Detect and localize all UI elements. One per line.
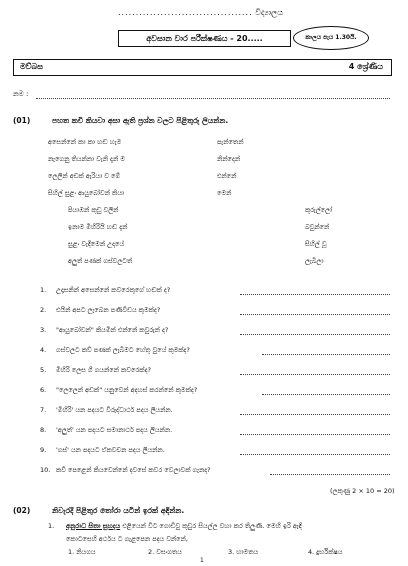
poem-line: අලුත් පණක් ගස්වලටත් bbox=[68, 257, 133, 265]
question-text: කවි පෙළෙන් කියවෙන්නේ දවසේ කවර වෙලාවක් ගැනද? bbox=[56, 466, 211, 474]
poem-line-end: එන්නේ bbox=[217, 172, 237, 180]
poem-line: සුළං වැදීමෙන් උදයේ bbox=[68, 240, 125, 248]
poem-line-end: නින්දෙන් bbox=[217, 155, 241, 163]
question-number: 10. bbox=[40, 466, 51, 474]
name-input-line[interactable] bbox=[36, 98, 390, 99]
answer-line[interactable] bbox=[240, 454, 390, 455]
poem-line: නැගෙනු තියන්නා වැනි දැන් ම bbox=[48, 155, 125, 163]
poem-line-end: බවුන්නේ bbox=[305, 223, 330, 231]
answer-line[interactable] bbox=[240, 334, 390, 335]
question-number: 2. bbox=[40, 306, 47, 314]
question-number: 3. bbox=[40, 326, 47, 334]
question-text: එයින් අපට ලැබෙන පණිවිඩය කුමක්ද? bbox=[56, 306, 161, 314]
question-text: "ආයුබෝවන්" කියමින් එන්නේ කවුරුන් ද? bbox=[56, 326, 169, 334]
question-text: 'ගස්' යන පදයට ඒකවචන පදය ලියන්න. bbox=[56, 446, 165, 454]
question-text: 'අලුත්' යන පදයට සමානාර්ථ පදය ලියන්න. bbox=[56, 426, 173, 434]
question-number: 6. bbox=[40, 386, 47, 394]
answer-line[interactable] bbox=[240, 414, 390, 415]
time-badge: කාලය පැය 1.30යි. bbox=[293, 26, 369, 50]
subject-bar bbox=[13, 59, 392, 76]
poem-line: පියාඹන් කුඩු වලින් bbox=[68, 206, 119, 214]
school-name-line bbox=[118, 8, 283, 18]
question-text: 'මිහිරි' යන පදයට විරුද්ධාර්ථ පදය ලියන්න. bbox=[56, 406, 173, 414]
section1-instruction: පහත කවි කියවා අසා ඇති ප්‍රශ්න වලට පිළිතුරු ලියන්න. bbox=[52, 116, 229, 125]
name-row bbox=[13, 90, 28, 99]
question-number: 7. bbox=[40, 406, 47, 414]
poem-line: ලෙලින් අඩක් ඇරියා ව මේ bbox=[48, 172, 121, 180]
answer-line[interactable] bbox=[240, 294, 390, 295]
question-text: උදෑසනින් අසෙන්නේ කවරෙකුගේ හඬක් ද? bbox=[56, 286, 171, 294]
page-number: 1 bbox=[200, 557, 204, 564]
option-3[interactable]: 3. හාමතය bbox=[228, 548, 259, 556]
name-label: නම : bbox=[13, 90, 29, 98]
answer-line[interactable] bbox=[270, 474, 390, 475]
question-number: 5. bbox=[40, 366, 47, 374]
question-text: මිහිරි ලෙස ගී ගයන්නේ කවරෙක්ද? bbox=[56, 366, 151, 374]
poem-line-end: පැන්තෙන් bbox=[217, 138, 244, 146]
answer-line[interactable] bbox=[262, 394, 390, 395]
answer-line[interactable] bbox=[240, 434, 390, 435]
poem-line-end: සිහිල් වූ bbox=[305, 240, 327, 248]
marks-allocation: (ලකුණු 2 × 10 = 20) bbox=[330, 487, 395, 495]
section2-number: (02) bbox=[13, 506, 31, 515]
poem-line: සිහිල් සුළං ආයුබෝවන් කියා bbox=[48, 189, 125, 197]
poem-line: ඉනාම මිහිරියි හඬ දැන් bbox=[68, 223, 128, 231]
school-name-blank: ...................................... bbox=[118, 8, 253, 17]
section1-number: (01) bbox=[13, 116, 31, 125]
section2-question-line2: කොටසෙහි අර්ථය ට ගැළපෙන පදය වන්නේ, bbox=[66, 535, 188, 543]
question-number: 1. bbox=[40, 286, 47, 294]
poem-line-end: ලැබිලා bbox=[305, 257, 324, 265]
poem-line: අසෙන්නේ කා කා හඬ හැම bbox=[48, 138, 122, 146]
question-text: එළියෙන් විට ගොඩිවු කුඩුර සියල්ල වහා කර තිලුණි. මෙහි ඉරි ඇඳි bbox=[122, 522, 302, 530]
poem-line-end: කුරුල්ලෝ bbox=[305, 206, 333, 214]
question-number: 4. bbox=[40, 346, 47, 354]
question-number: 1. bbox=[48, 522, 55, 530]
question-text: ගස්වලට කව් පණක් ලැබිමට හේතු වුයේ කුමක්ද? bbox=[56, 346, 190, 354]
question-number: 9. bbox=[40, 446, 47, 454]
section2-instruction: නිවැරදි පිළිතුර තෝරා යටින් ඉරක් අඳින්න. bbox=[52, 506, 185, 515]
answer-line[interactable] bbox=[240, 314, 390, 315]
answer-line[interactable] bbox=[240, 374, 390, 375]
school-label: විද්‍යාලය bbox=[255, 8, 283, 17]
subject-label: මව්බස bbox=[20, 62, 43, 71]
underlined-phrase: අනුරාධ සිතා සුහදය bbox=[66, 522, 121, 530]
section2-question-line1 bbox=[66, 522, 302, 531]
question-number: 8. bbox=[40, 426, 47, 434]
term-test-title: අවසාන වාර පරීක්ෂණය - 20..... bbox=[118, 30, 291, 47]
answer-line[interactable] bbox=[262, 354, 390, 355]
question-text: "ලෙලෙන් අඩක්" යනුවෙන් අදහස් කරන්නේ කුමක්ද? bbox=[56, 386, 198, 394]
grade-label: 4 ශ්‍රේණිය bbox=[348, 62, 383, 71]
poem-line-end: මෙන් bbox=[217, 189, 232, 197]
option-4[interactable]: 4. දුර්භික්ෂය bbox=[308, 548, 343, 556]
option-2[interactable]: 2. වසංගතය bbox=[148, 548, 182, 556]
option-1[interactable]: 1. නියගය bbox=[68, 548, 96, 556]
